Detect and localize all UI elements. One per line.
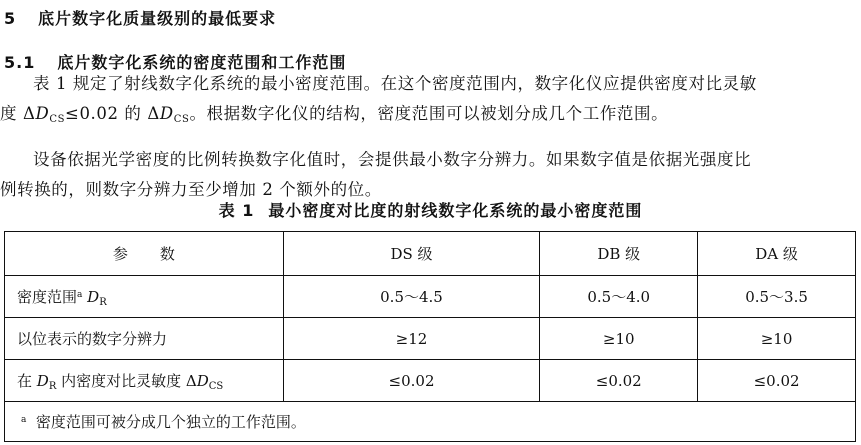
section-title: 底片数字化质量级别的最低要求 xyxy=(38,9,277,28)
cell-db: ≥10 xyxy=(540,318,698,360)
paragraph-2-line-1: 设备依据光学密度的比例转换数字化值时，会提供最小数字分辨力。如果数字值是依据光强度比 xyxy=(33,150,752,169)
paragraph-1 xyxy=(0,69,861,135)
paragraph-1-line-2: 度 $\Delta D_{CS}\le 0.02$ 的 $\Delta D_{CS}$。根据数字化仪的结构，密度范围可以被划分成几个工作范围。 xyxy=(0,104,669,125)
paragraph-2 xyxy=(0,145,861,205)
table-row xyxy=(5,318,856,360)
cell-ds: ≥12 xyxy=(283,318,540,360)
cell-ds: ≤0.02 xyxy=(283,360,540,402)
header-da: DA 级 xyxy=(698,232,856,276)
table-footnote-row xyxy=(5,402,856,442)
table-header-row xyxy=(5,232,856,276)
footnote-text: 密度范围可被分成几个独立的工作范围。 xyxy=(35,413,306,431)
table-title: 最小密度对比度的射线数字化系统的最小密度范围 xyxy=(268,201,643,220)
row-label-contrast-sensitivity: 在 $D_R$ 内密度对比灵敏度 $\Delta D_{CS}$ xyxy=(5,360,284,402)
header-db: DB 级 xyxy=(540,232,698,276)
row-label-density-range: 密度范围$^a$ $D_R$ xyxy=(5,276,284,318)
cell-da: ≤0.02 xyxy=(698,360,856,402)
section-number: 5 xyxy=(4,9,17,28)
table-row xyxy=(5,360,856,402)
table-row xyxy=(5,276,856,318)
subsection-number: 5.1 xyxy=(4,53,36,72)
paragraph-1-line-1: 表 1 规定了射线数字化系统的最小密度范围。在这个密度范围内，数字化仪应提供密度对比灵敏 xyxy=(33,74,757,93)
row-label-digital-resolution: 以位表示的数字分辨力 xyxy=(5,318,284,360)
cell-db: 0.5～4.0 xyxy=(540,276,698,318)
table-caption xyxy=(0,198,861,221)
cell-db: ≤0.02 xyxy=(540,360,698,402)
table-footnote xyxy=(5,402,856,442)
paragraph-2-line-2: 例转换的，则数字分辨力至少增加 2 个额外的位。 xyxy=(0,180,382,199)
cell-da: ≥10 xyxy=(698,318,856,360)
footnote-mark: a xyxy=(21,415,27,425)
cell-da: 0.5～3.5 xyxy=(698,276,856,318)
density-range-table xyxy=(4,231,856,442)
header-ds: DS 级 xyxy=(283,232,540,276)
header-parameter: 参数 xyxy=(5,232,284,276)
subsection-title: 底片数字化系统的密度范围和工作范围 xyxy=(57,53,347,72)
table-number: 表 1 xyxy=(218,201,255,220)
section-heading xyxy=(4,6,276,29)
cell-ds: 0.5～4.5 xyxy=(283,276,540,318)
